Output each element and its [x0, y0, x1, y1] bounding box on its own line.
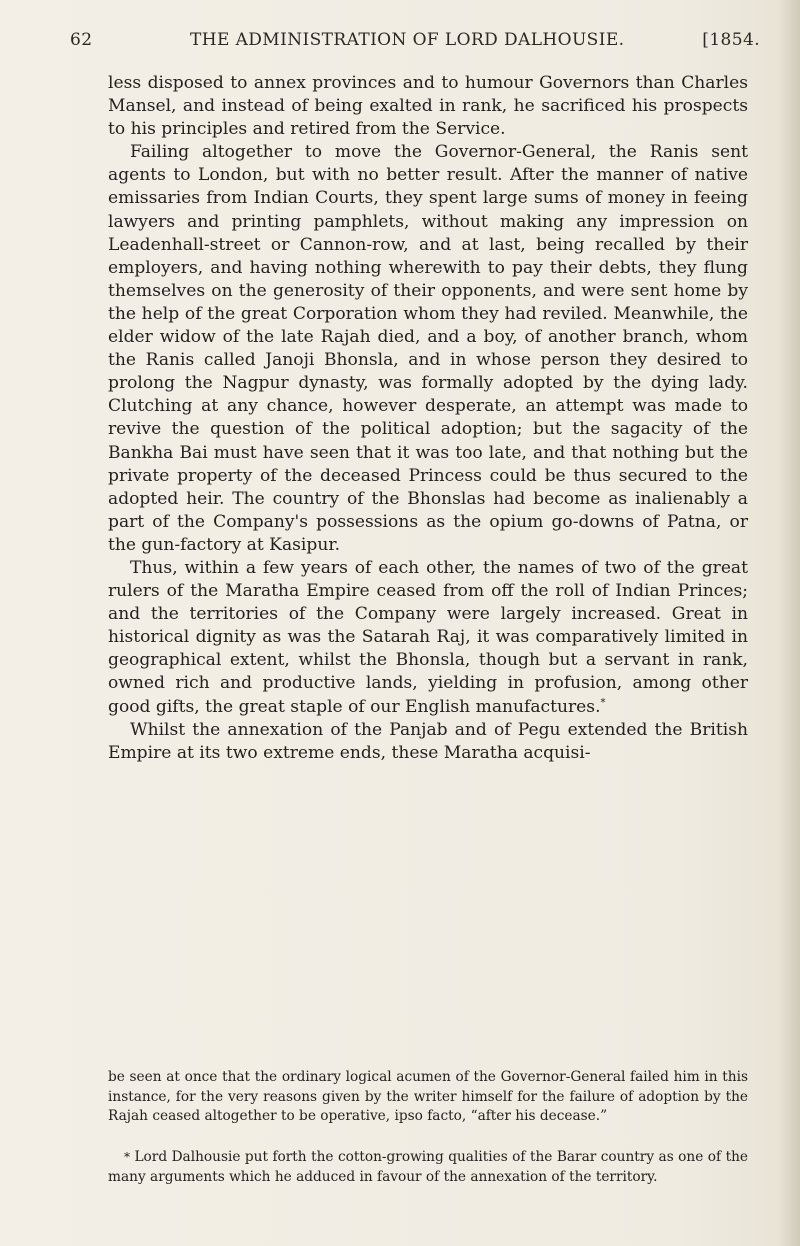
paragraph-4: Whilst the annexation of the Panjab and of Pegu extended the British Empire at its two extreme ends, these Maratha acquisi- [108, 719, 748, 763]
footnote [108, 1148, 748, 1187]
running-title: THE ADMINISTRATION OF LORD DALHOUSIE. [190, 30, 625, 50]
paragraph-2: Failing altogether to move the Governor-General, the Ranis sent agents to London, but with no better result. After the manner of native emissaries from Indian Courts, they spent large sums of money in feeing lawyers and printing pamphlets, without making any impression on Leadenhall-street or Cannon-row, and at last, being recalled by their employers, and having nothing wherewith to pay their debts, they flung themselves on the generosity of their opponents, and were sent home by the help of the great Corporation whom they had reviled. Meanwhile, the elder widow of the late Rajah died, and a boy, of another branch, whom the Ranis called Janoji Bhonsla, and in whose person they desired to prolong the Nagpur dynasty, was formally adopted by the dying lady. Clutching at any chance, however desperate, an attempt was made to revive the question of the political adoption; but the sagacity of the Bankha Bai must have seen that it was too late, and that nothing but the private property of the deceased Princess could be thus secured to the adopted heir. The country of the Bhonslas had become as inalienably a part of the Company's possessions as the opium go-downs of Patna, or the gun-factory at Kasipur. [108, 142, 748, 555]
main-text [108, 72, 748, 872]
continued-footnote: be seen at once that the ordinary logical acumen of the Governor-General failed him in this instance, for the very reasons given by the writer himself for the failure of adoption by the Rajah ceased altogether to be operative, ipso facto, “after his decease.” [108, 1069, 748, 1124]
footnote-mark: * [124, 1150, 130, 1164]
page-edge-shadow [778, 0, 800, 1246]
paragraph-3-text: Thus, within a few years of each other, the names of two of the great rulers of the Maratha Empire ceased from off the roll of Indian Princes; and the territories of the Company were largely increased. Great in historical dignity as was the Satarah Raj, it was comparatively limited in geographical extent, whilst the Bhonsla, though but a servant in rank, owned rich and productive lands, yielding in profusion, among other good gifts, the great staple of our English manufactures. [108, 557, 748, 717]
page-number: 62 [70, 30, 93, 50]
running-header [70, 20, 760, 60]
paragraph-1: less disposed to annex provinces and to humour Governors than Charles Mansel, and instead of being exalted in rank, he sacrificed his prospects to his principles and retired from the Service. [108, 73, 748, 140]
header-year: [1854. [702, 30, 760, 50]
footnote-text: Lord Dalhousie put forth the cotton-growing qualities of the Barar country as one of the many arguments which he adduced in favour of the annexation of the territory. [108, 1149, 748, 1185]
paragraph-3 [108, 557, 748, 719]
footnote-reference-mark: * [600, 696, 606, 708]
